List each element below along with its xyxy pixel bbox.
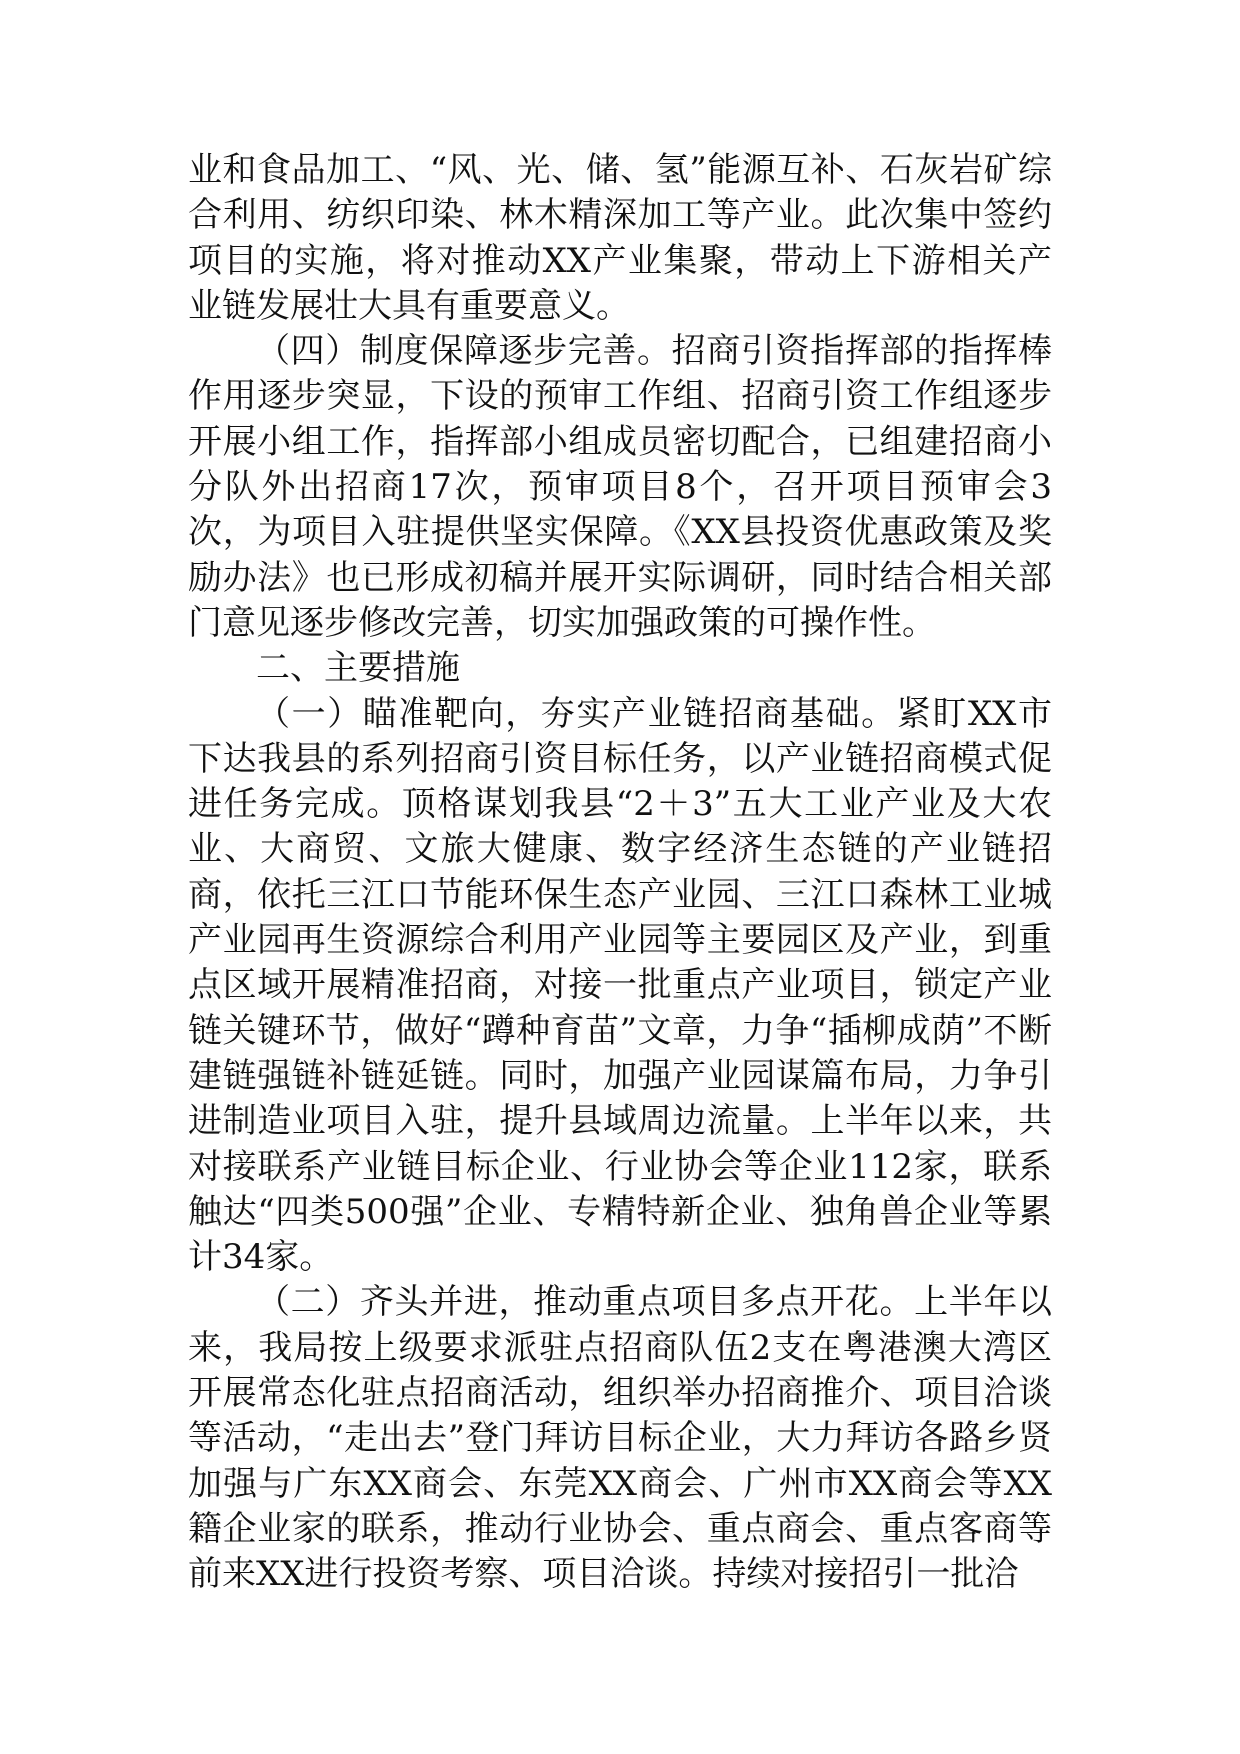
paragraph-industry-projects: 业和食品加工、“风、光、储、氢”能源互补、石灰岩矿综合利用、纺织印染、林木精深加工等产业。此次集中签约项目的实施，将对推动XX产业集聚，带动上下游相关产业链发展壮大具有重要意义。 (188, 150, 1052, 326)
paragraph-system-guarantee: （四）制度保障逐步完善。招商引资指挥部的指挥棒作用逐步突显，下设的预审工作组、招商引资工作组逐步开展小组工作，指挥部小组成员密切配合，已组建招商小分队外出招商17次，预审项目8个，召开项目预审会3次，为项目入驻提供坚实保障。《XX县投资优惠政策及奖励办法》也已形成初稿并展开实际调研，同时结合相关部门意见逐步修改完善，切实加强政策的可操作性。 (188, 331, 1052, 643)
section-heading-main-measures: 二、主要措施 (256, 648, 460, 689)
paragraph-key-projects: （二）齐头并进，推动重点项目多点开花。上半年以来，我局按上级要求派驻点招商队伍2支在粤港澳大湾区开展常态化驻点招商活动，组织举办招商推介、项目洽谈等活动，“走出去”登门拜访目标企业，大力拜访各路乡贤加强与广东XX商会、东莞XX商会、广州市XX商会等XX籍企业家的联系，推动行业协会、重点商会、重点客商等前来XX进行投资考察、项目洽谈。持续对接招引一批洽 (188, 1282, 1052, 1595)
document-page (188, 148, 1052, 1598)
paragraph-industrial-chain: （一）瞄准靶向，夯实产业链招商基础。紧盯XX市下达我县的系列招商引资目标任务，以产业链招商模式促进任务完成。顶格谋划我县“2＋3”五大工业产业及大农业、大商贸、文旅大健康、数字经济生态链的产业链招商，依托三江口节能环保生态产业园、三江口森林工业城产业园再生资源综合利用产业园等主要园区及产业，到重点区域开展精准招商，对接一批重点产业项目，锁定产业链关键环节，做好“蹲种育苗”文章，力争“插柳成荫”不断建链强链补链延链。同时，加强产业园谋篇布局，力争引进制造业项目入驻，提升县域周边流量。上半年以来，共对接联系产业链目标企业、行业协会等企业112家，联系触达“四类500强”企业、专精特新企业、独角兽企业等累计34家。 (188, 693, 1052, 1278)
